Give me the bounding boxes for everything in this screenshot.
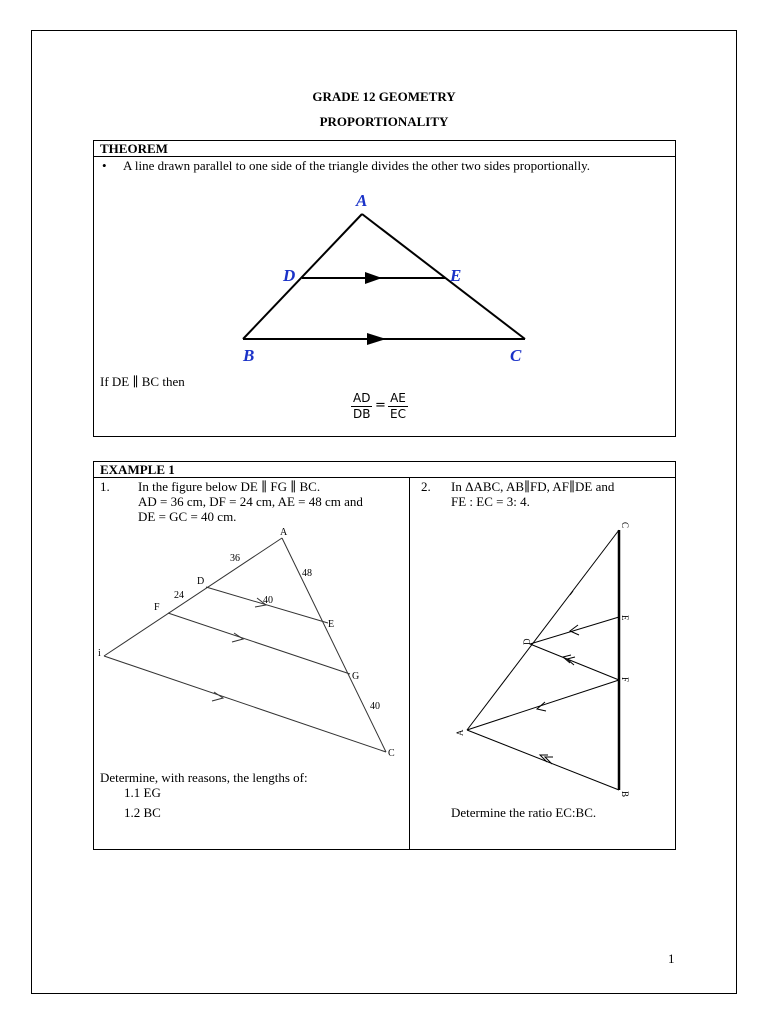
q1-length-de: 40 [263, 595, 273, 606]
q1-arrow-fg [232, 633, 243, 642]
q1-line3: DE = GC = 40 cm. [138, 509, 237, 524]
vertex-label-c: C [510, 346, 522, 365]
bullet: • [102, 158, 107, 173]
vertex-label-a: A [356, 191, 368, 210]
ratio-left [351, 391, 372, 422]
parallel-arrow-bc [367, 333, 386, 345]
vertex-label-d: D [283, 266, 296, 285]
example-heading: EXAMPLE 1 [100, 462, 175, 477]
q2-side-ac [467, 530, 619, 730]
q1-length-df: 24 [174, 590, 184, 601]
q2-vertex-label-b: B [620, 791, 630, 798]
ratio-right-denominator: EC [390, 407, 406, 421]
theorem-triangle-figure [230, 188, 540, 368]
example-header-divider [93, 477, 676, 478]
document-title: GRADE 12 GEOMETRY [312, 89, 456, 104]
q1-vertex-label-e: E [328, 619, 335, 630]
q1-vertex-label-f: F [154, 602, 160, 613]
page-number: 1 [668, 951, 675, 966]
q2-segment-df [530, 644, 619, 680]
condition-text: If DE ∥ BC then [100, 374, 185, 389]
example-column-divider [409, 477, 410, 850]
q2-vertex-label-c: C [620, 522, 630, 529]
q1-line1: In the figure below DE ∥ FG ∥ BC. [138, 479, 321, 494]
q2-number: 2. [421, 479, 431, 494]
q2-vertex-label-f: F [620, 677, 630, 683]
q1-item-2: 1.2 BC [124, 805, 161, 820]
side-ab [243, 214, 362, 339]
theorem-statement: A line drawn parallel to one side of the triangle divides the other two sides proportionally. [123, 158, 591, 173]
q1-line2: AD = 36 cm, DF = 24 cm, AE = 48 cm and [138, 494, 363, 509]
q2-segment-af [467, 680, 619, 730]
q1-vertex-label-c: C [388, 748, 395, 759]
vertex-label-b: B [243, 346, 255, 365]
q1-vertex-label-g: G [352, 671, 360, 682]
q2-line1: In ΔABC, AB∥FD, AF∥DE and [451, 479, 615, 494]
q1-vertex-label-a: A [280, 527, 288, 538]
q2-vertex-label-d: D [522, 638, 532, 645]
vertex-label-e: E [450, 266, 462, 285]
document-subtitle: PROPORTIONALITY [319, 114, 449, 129]
q1-side-ab [104, 538, 282, 656]
q2-side-ab [467, 730, 619, 790]
q1-side-bc [104, 656, 386, 752]
ratio-left-denominator: DB [353, 407, 371, 421]
ratio-left-numerator: AD [351, 391, 372, 407]
q2-instruction: Determine the ratio EC:BC. [451, 805, 597, 820]
q1-side-ac [282, 538, 386, 752]
ratio-equals: = [375, 398, 386, 413]
q1-length-gc: 40 [370, 701, 380, 712]
q2-triangle-figure [452, 517, 637, 807]
parallel-arrow-de [365, 272, 382, 284]
q1-vertex-label-d: D [197, 576, 205, 587]
q1-triangle-figure [96, 525, 406, 765]
q1-instruction: Determine, with reasons, the lengths of: [100, 770, 308, 785]
side-ac [362, 214, 525, 339]
q1-length-ad: 36 [230, 553, 240, 564]
theorem-heading: THEOREM [100, 141, 168, 156]
q2-segment-de [530, 617, 619, 644]
ratio-right-numerator: AE [388, 391, 408, 407]
q1-item-1: 1.1 EG [124, 785, 161, 800]
q1-vertex-label-b: i [98, 648, 101, 659]
theorem-header-divider [93, 156, 676, 157]
q2-vertex-label-a: A [455, 729, 465, 736]
q2-tick-ac [570, 591, 573, 595]
q2-line2: FE : EC = 3: 4. [451, 494, 530, 509]
ratio-right [388, 391, 408, 422]
q1-number: 1. [100, 479, 110, 494]
q2-vertex-label-e: E [620, 615, 630, 621]
q1-length-ae: 48 [302, 568, 312, 579]
